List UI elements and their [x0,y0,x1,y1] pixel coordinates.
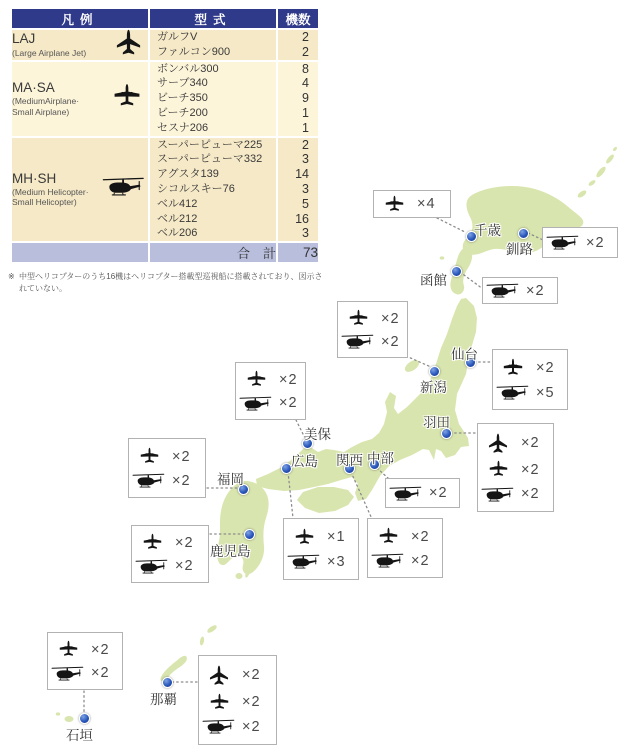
aircraft-count-row [201,665,274,686]
station-box-hiroshima [283,518,359,580]
model-count: 1 [302,105,309,120]
header-hanrei: 凡例 [12,9,148,28]
aircraft-count-row [134,533,206,552]
prop-plane-icon [201,693,237,712]
model-name: サーブ340 [157,77,208,90]
group-subtitle: (Large Airplane Jet) [12,47,87,58]
aircraft-count-row [238,395,303,412]
place-label-niigata: 新潟 [420,380,447,395]
place-label-ishigaki: 石垣 [66,728,93,743]
aircraft-count-row [201,693,274,712]
place-label-miho: 美保 [304,427,331,442]
station-box-niigata [337,301,408,358]
aircraft-count: ×2 [429,485,448,501]
model-count: 2 [302,137,309,152]
group-subtitle: (Medium Helicopter· Small Helicopter) [12,186,89,208]
helicopter-icon [238,395,274,412]
helicopter-icon [480,486,516,503]
legend-header-row [12,9,318,28]
station-box-miho [235,362,306,420]
prop-plane-icon [238,370,274,389]
aircraft-count-row [286,528,356,547]
aircraft-count-row [131,447,203,466]
aircraft-count-row [286,553,356,570]
model-count: 14 [295,167,309,182]
footnote [8,271,330,294]
aircraft-count-row [370,527,440,546]
aircraft-count: ×2 [242,694,261,710]
place-label-kansai: 関西 [336,453,363,468]
group-code: MA·SA [12,79,55,95]
helicopter-icon [485,282,521,299]
place-label-sendai: 仙台 [451,347,478,362]
helicopter-icon [102,176,146,203]
group-subtitle: (MediumAirplane· Small Airplane) [12,96,80,117]
aircraft-count: ×2 [242,718,261,735]
aircraft-count: ×2 [172,448,191,465]
prop-plane-icon [340,309,376,328]
total-value: 73 [278,243,318,262]
helicopter-icon [370,552,406,569]
model-name: アグスタ139 [157,168,219,181]
jet-icon [115,29,142,61]
station-box-chitose [373,190,451,218]
helicopter-icon [201,718,237,735]
aircraft-count: ×2 [381,310,400,327]
aircraft-count: ×2 [381,333,400,350]
jet-icon [201,665,237,686]
aircraft-count: ×2 [521,486,540,502]
model-count: 2 [302,30,309,44]
model-count: 1 [302,120,309,135]
place-label-fukuoka: 福岡 [217,472,244,487]
legend-total-row [12,243,318,262]
aircraft-count: ×2 [91,641,110,658]
model-name: ファルコン900 [157,45,231,58]
place-label-hiroshima: 広島 [291,454,318,469]
aircraft-count-row [340,309,405,328]
helicopter-icon [388,485,424,502]
prop-plane-icon [495,358,531,378]
aircraft-count-row [495,384,565,401]
station-box-kansai [367,518,443,578]
aircraft-count: ×2 [172,472,191,489]
model-count: 8 [302,61,309,76]
model-name: ボンバル300 [157,62,219,75]
aircraft-count-row [131,472,203,489]
aircraft-count: ×3 [327,553,346,570]
place-label-naha: 那覇 [150,692,177,707]
helicopter-icon [340,333,376,350]
aircraft-count-row [480,460,551,479]
aircraft-count: ×2 [175,534,194,551]
place-label-kushiro: 釧路 [506,242,533,257]
place-label-haneda: 羽田 [423,415,450,430]
place-label-hakodate: 函館 [420,273,447,288]
aircraft-count-row [545,234,615,251]
aircraft-count: ×2 [411,552,430,569]
aircraft-count-row [370,552,440,569]
aircraft-count: ×2 [279,395,298,412]
model-count: 3 [302,181,309,196]
aircraft-count-row [134,558,206,575]
aircraft-count-row [480,433,551,454]
total-label: 合 計 [150,243,276,262]
aircraft-count: ×5 [536,384,555,401]
model-name: スーパーピューマ332 [157,153,263,166]
model-name: ガルフV [157,31,198,43]
helicopter-icon [495,384,531,401]
model-name: シコルスキー76 [157,182,235,195]
place-label-kagoshima: 鹿児島 [210,544,251,559]
prop-plane-icon [286,528,322,547]
helicopter-icon [134,558,170,575]
footnote-marker: ※ [8,272,15,281]
model-count: 3 [302,152,309,167]
aircraft-count: ×1 [327,529,346,546]
map-dot-kagoshima [244,529,255,540]
model-count: 16 [295,211,309,226]
aircraft-count: ×2 [536,360,555,376]
aircraft-count: ×2 [242,667,261,684]
prop-plane-icon [370,527,406,546]
prop-plane-icon [376,195,412,214]
footnote-text: 中型ヘリコプターのうち16機はヘリコプター搭載型巡視船に搭載されており、図示されていない。 [19,272,323,293]
aircraft-count: ×2 [586,234,605,251]
aircraft-count: ×2 [521,461,540,478]
model-name: ベル206 [157,227,198,240]
station-box-chubu [385,478,460,508]
station-box-kushiro [542,227,618,258]
jet-icon [480,433,516,454]
aircraft-count-row [50,640,120,659]
aircraft-count: ×4 [417,196,436,212]
model-count: 3 [302,226,309,241]
prop-plane-icon [112,83,142,115]
helicopter-icon [131,472,167,489]
prop-plane-icon [131,447,167,466]
model-name: ベル412 [157,197,198,210]
place-label-chitose: 千歳 [474,223,501,238]
aircraft-count-row [480,486,551,503]
prop-plane-icon [134,533,170,552]
model-count: 2 [302,44,309,59]
group-code: MH·SH [12,170,57,186]
aircraft-count-row [238,370,303,389]
aircraft-count-row [376,195,448,214]
legend-table [10,7,320,264]
aircraft-count-row [201,718,274,735]
model-count: 9 [302,91,309,106]
aircraft-count: ×2 [175,558,194,575]
helicopter-icon [286,553,322,570]
station-box-haneda [477,423,554,512]
station-box-ishigaki [47,632,123,690]
header-katashiki: 型式 [150,9,276,28]
station-box-kagoshima [131,525,209,583]
model-count: 5 [302,196,309,211]
model-name: セスナ206 [157,121,209,134]
model-name: スーパーピューマ225 [157,138,263,151]
aircraft-count: ×2 [279,371,298,388]
header-kisu: 機数 [278,9,318,28]
model-name: ベル212 [157,212,198,225]
map-dot-naha [162,677,173,688]
station-box-hakodate [482,277,558,304]
model-name: ビーチ200 [157,106,208,119]
aircraft-count-row [50,665,120,682]
legend-group-masa [12,62,318,136]
aircraft-count-row [485,282,555,299]
aircraft-count: ×2 [521,435,540,451]
prop-plane-icon [480,460,516,479]
helicopter-icon [545,234,581,251]
aircraft-count-row [495,358,565,378]
aircraft-count-row [340,333,405,350]
station-box-sendai [492,349,568,410]
place-label-chubu: 中部 [367,451,394,466]
helicopter-icon [50,665,86,682]
model-count: 4 [302,76,309,91]
legend-group-mhsh [12,138,318,242]
station-box-fukuoka [128,438,206,498]
aircraft-count-row [388,485,457,502]
map-dot-hakodate [451,266,462,277]
aircraft-count: ×2 [91,665,110,682]
legend-group-laj [12,30,318,60]
aircraft-count: ×2 [411,528,430,545]
model-name: ビーチ350 [157,92,208,105]
prop-plane-icon [50,640,86,659]
station-box-naha [198,655,277,745]
map-dot-ishigaki [79,713,90,724]
group-code: LAJ [12,31,36,47]
aircraft-count: ×2 [526,282,545,299]
